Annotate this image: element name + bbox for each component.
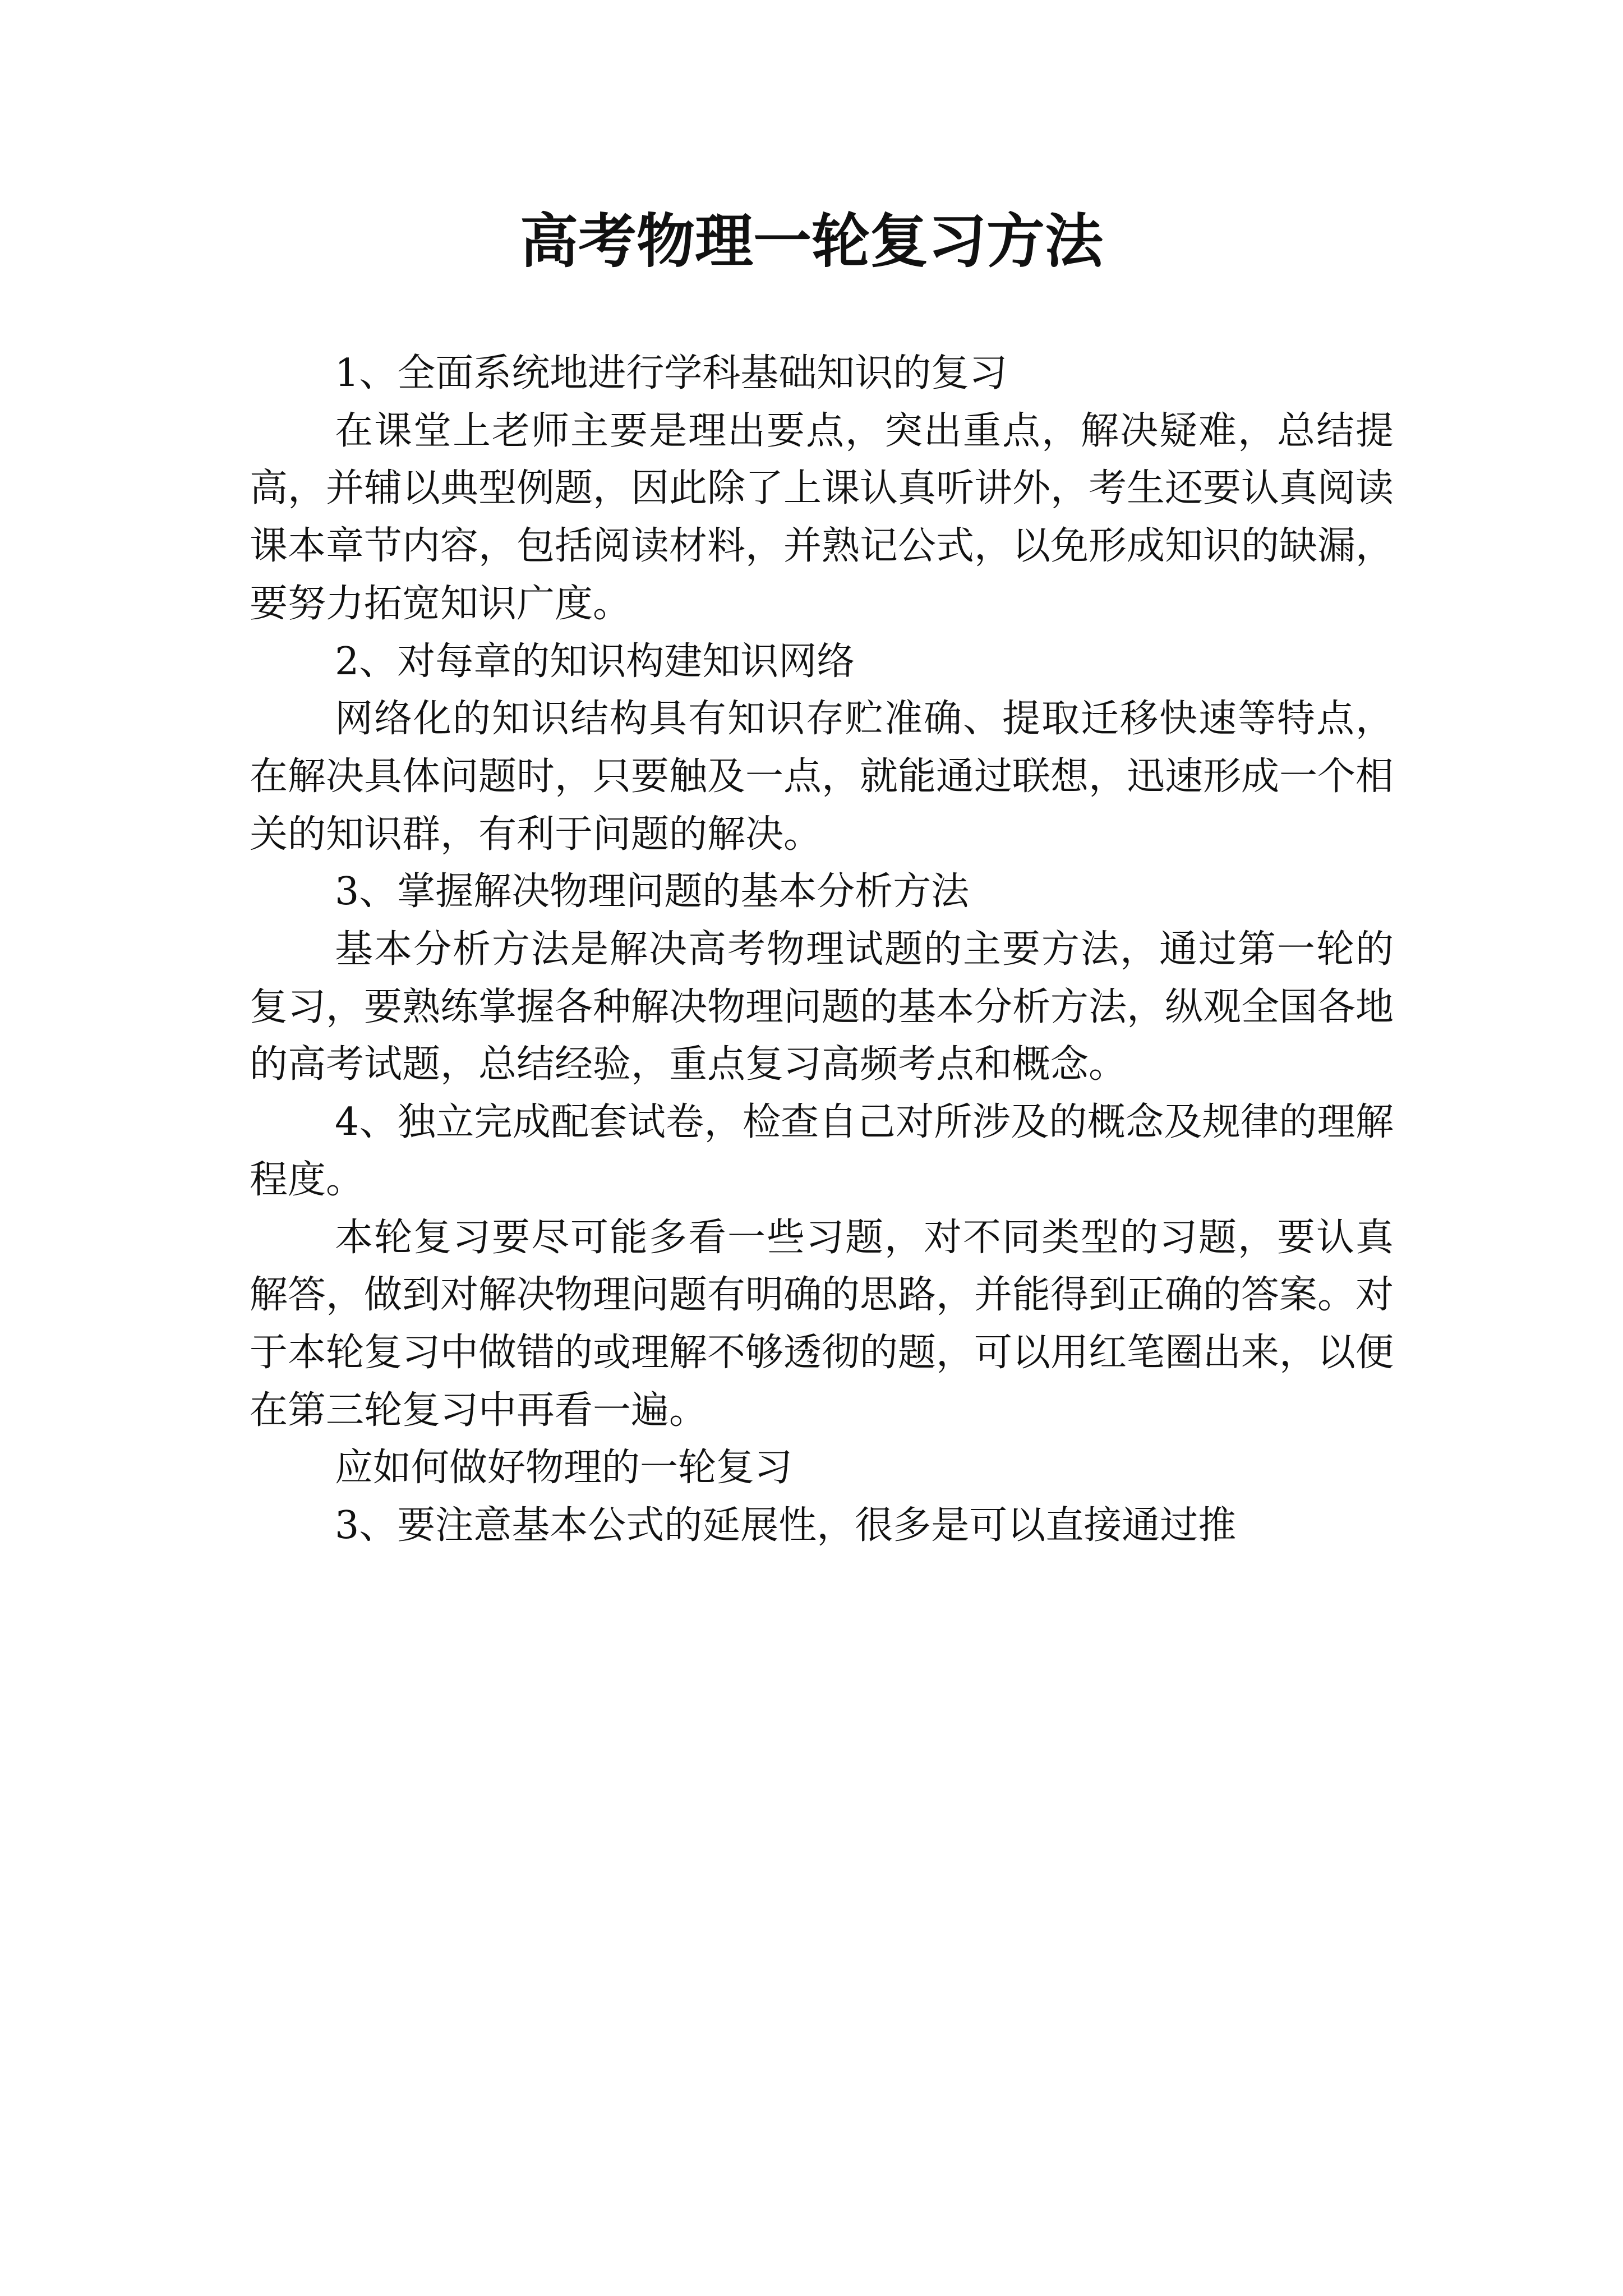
paragraph-3: 基本分析方法是解决高考物理试题的主要方法，通过第一轮的复习，要熟练掌握各种解决物理问题的基本分析方法，纵观全国各地的高考试题，总结经验，重点复习高频考点和概念。 bbox=[250, 927, 1394, 1087]
document-title: 高考物理一轮复习方法 bbox=[519, 206, 1103, 275]
section-heading-1: 1、全面系统地进行学科基础知识的复习 bbox=[335, 351, 1008, 395]
paragraph-1: 在课堂上老师主要是理出要点，突出重点，解决疑难，总结提高，并辅以典型例题，因此除了上课认真听讲外，考生还要认真阅读课本章节内容，包括阅读材料，并熟记公式，以免形成知识的缺漏，要努力拓宽知识广度。 bbox=[250, 408, 1394, 626]
section-heading-2: 2、对每章的知识构建知识网络 bbox=[335, 639, 855, 684]
subsection-heading: 应如何做好物理的一轮复习 bbox=[335, 1446, 793, 1490]
paragraph-4: 本轮复习要尽可能多看一些习题，对不同类型的习题，要认真解答，做到对解决物理问题有明确的思路，并能得到正确的答案。对于本轮复习中做错的或理解不够透彻的题，可以用红笔圈出来，以便在第三轮复习中再看一遍。 bbox=[250, 1215, 1394, 1433]
paragraph-5: 3、要注意基本公式的延展性，很多是可以直接通过推 bbox=[335, 1503, 1237, 1548]
paragraph-2: 网络化的知识结构具有知识存贮准确、提取迁移快速等特点，在解决具体问题时，只要触及一点，就能通过联想，迅速形成一个相关的知识群，有利于问题的解决。 bbox=[250, 697, 1394, 857]
section-heading-3: 3、掌握解决物理问题的基本分析方法 bbox=[335, 869, 970, 914]
document-body bbox=[250, 345, 1394, 1555]
section-heading-4: 4、独立完成配套试卷，检查自己对所涉及的概念及规律的理解程度。 bbox=[250, 1100, 1394, 1202]
